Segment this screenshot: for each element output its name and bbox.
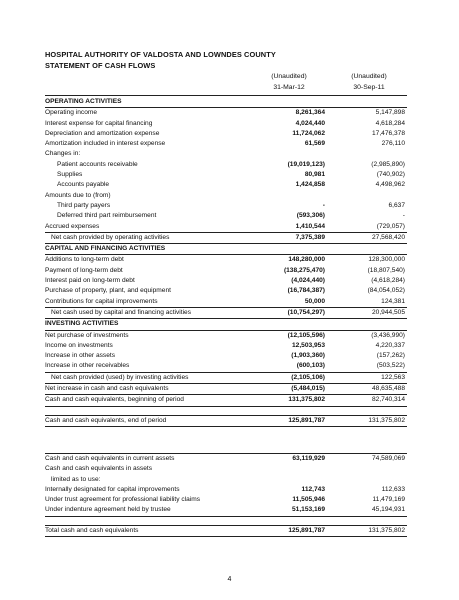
table-row xyxy=(45,201,407,211)
value-prior: (729,057) xyxy=(376,222,405,230)
spacer xyxy=(45,427,407,440)
value-prior: 6,637 xyxy=(388,201,405,209)
value-current: (5,484,015) xyxy=(291,385,325,393)
value-prior: (157,262) xyxy=(376,352,405,360)
col1-date: 31-Mar-12 xyxy=(273,84,305,91)
row-label: Cash and cash equivalents, end of period xyxy=(45,416,167,424)
row-label: Increase in other assets xyxy=(45,352,116,360)
row-label: Net increase in cash and cash equivalents xyxy=(45,385,169,393)
value-prior: 48,635,488 xyxy=(371,385,405,393)
value-prior: (3,436,990) xyxy=(371,331,405,339)
row-label: Depreciation and amortization expense xyxy=(45,129,160,137)
value-prior: (2,985,890) xyxy=(371,160,405,168)
header-rule xyxy=(45,95,407,96)
row-label: Total cash and cash equivalents xyxy=(45,526,139,534)
table-row xyxy=(45,180,407,190)
table-row xyxy=(45,297,407,308)
table-row-section-capital xyxy=(45,244,407,255)
value-prior: 122,563 xyxy=(381,373,405,381)
value-prior: 112,633 xyxy=(381,485,405,493)
row-label: Third party payers xyxy=(57,201,111,209)
value-prior: (4,618,284) xyxy=(371,277,405,285)
value-current: (1,903,360) xyxy=(291,352,325,360)
table-row xyxy=(45,129,407,139)
table-row-section-operating xyxy=(45,97,407,108)
value-current: 7,375,389 xyxy=(295,233,325,241)
row-label: Internally designated for capital improvements xyxy=(45,485,180,493)
table-row xyxy=(45,266,407,276)
table-row xyxy=(45,222,407,233)
row-label: Changes in: xyxy=(45,150,81,158)
table-row xyxy=(45,505,407,516)
value-prior: 276,110 xyxy=(381,140,405,148)
table-row xyxy=(45,276,407,286)
value-current: (593,306) xyxy=(296,212,325,220)
value-current: 63,119,929 xyxy=(292,454,325,462)
row-label: Purchase of property, plant, and equipment xyxy=(45,287,171,295)
value-current: 1,410,544 xyxy=(295,222,325,230)
value-current: (12,105,596) xyxy=(287,331,325,339)
value-prior: 11,479,169 xyxy=(372,496,405,504)
row-label: Cash and cash equivalents in current assets xyxy=(45,454,175,462)
table-row xyxy=(45,139,407,149)
value-current: (138,275,470) xyxy=(283,266,325,274)
value-prior: 4,220,337 xyxy=(375,341,405,349)
table-row xyxy=(45,255,407,265)
row-label: Cash and cash equivalents in assets xyxy=(45,465,153,473)
row-label: Amounts due to (from) xyxy=(45,191,111,199)
value-prior: 4,498,962 xyxy=(375,181,405,189)
value-prior: 4,618,284 xyxy=(375,119,405,127)
table-row xyxy=(45,170,407,180)
row-label: limited as to use: xyxy=(51,475,101,483)
section-heading: OPERATING ACTIVITIES xyxy=(45,98,122,105)
value-current: 112,743 xyxy=(301,485,325,493)
row-label: Operating income xyxy=(45,109,98,117)
value-current: 125,891,787 xyxy=(288,526,325,534)
value-prior: (503,522) xyxy=(376,362,405,370)
table-row xyxy=(45,351,407,361)
table-row xyxy=(45,453,407,464)
col2-date: 30-Sep-11 xyxy=(353,84,385,91)
table-row xyxy=(45,286,407,296)
col1-status: (Unaudited) xyxy=(271,73,307,80)
value-current: 125,891,787 xyxy=(288,416,325,424)
table-row-total xyxy=(45,415,407,427)
value-current: 4,024,440 xyxy=(295,119,325,127)
table-row xyxy=(45,395,407,406)
row-label: Increase in other receivables xyxy=(45,362,130,370)
table-row xyxy=(45,331,407,341)
row-label: Net cash provided (used) by investing activities xyxy=(51,373,189,381)
row-label: Interest expense for capital financing xyxy=(45,119,153,127)
col2-status: (Unaudited) xyxy=(351,73,387,80)
value-prior: 124,381 xyxy=(381,297,405,305)
page-number: 4 xyxy=(227,576,232,583)
row-label: Additions to long-term debt xyxy=(45,256,124,264)
row-label: Amortization included in interest expense xyxy=(45,140,166,148)
report-statement-title: STATEMENT OF CASH FLOWS xyxy=(45,61,156,70)
row-label: Payment of long-term debt xyxy=(45,266,123,274)
value-prior: 74,589,069 xyxy=(371,454,405,462)
table-row xyxy=(45,485,407,495)
value-prior: 20,944,505 xyxy=(371,308,405,316)
value-current: (19,019,123) xyxy=(287,160,325,168)
value-current: 11,724,062 xyxy=(292,129,325,137)
value-current: 12,503,953 xyxy=(291,341,325,349)
value-prior: (84,054,052) xyxy=(367,287,405,295)
table-row-section-investing xyxy=(45,319,407,330)
row-label: Cash and cash equivalents, beginning of period xyxy=(45,396,184,404)
value-current: 8,261,364 xyxy=(295,109,325,117)
value-current: (600,103) xyxy=(296,362,325,370)
table-row-subtotal xyxy=(45,308,407,319)
value-prior: - xyxy=(402,212,405,220)
row-label: Under indenture agreement held by trustee xyxy=(45,506,171,514)
row-label: Accounts payable xyxy=(57,181,110,189)
value-current: (2,105,106) xyxy=(291,373,325,381)
value-current: 148,280,000 xyxy=(288,256,325,264)
value-prior: (740,902) xyxy=(376,171,405,179)
table-row xyxy=(45,384,407,395)
table-row xyxy=(45,119,407,129)
section-heading: CAPITAL AND FINANCING ACTIVITIES xyxy=(45,245,166,253)
row-label: Accrued expenses xyxy=(45,222,100,230)
value-prior: 131,375,802 xyxy=(368,416,405,424)
table-row-total xyxy=(45,525,407,537)
table-row-subtotal xyxy=(45,233,407,244)
row-label: Net cash provided by operating activities xyxy=(51,233,170,241)
value-current: 11,505,946 xyxy=(292,496,325,504)
table-row xyxy=(45,341,407,351)
table-row xyxy=(45,211,407,221)
value-current: 1,424,858 xyxy=(295,181,325,189)
value-current: 131,375,802 xyxy=(288,396,325,404)
value-prior: 45,194,931 xyxy=(371,506,405,514)
table-row xyxy=(45,464,407,474)
value-current: (10,754,297) xyxy=(287,308,325,316)
row-label: Supplies xyxy=(57,171,83,179)
cash-flow-table xyxy=(45,97,407,537)
value-prior: 128,300,000 xyxy=(368,256,405,264)
table-row xyxy=(45,149,407,159)
row-label: Deferred third part reimbursement xyxy=(57,212,157,220)
value-prior: 17,476,378 xyxy=(371,129,405,137)
table-row xyxy=(45,495,407,505)
row-label: Under trust agreement for professional liability claims xyxy=(45,496,201,504)
row-label: Patient accounts receivable xyxy=(57,160,138,168)
report-org-title: HOSPITAL AUTHORITY OF VALDOSTA AND LOWNDES COUNTY xyxy=(45,50,276,59)
value-current: 80,981 xyxy=(304,171,325,179)
value-prior: (18,807,540) xyxy=(367,266,405,274)
table-row xyxy=(45,160,407,170)
value-prior: 82,740,314 xyxy=(371,396,405,404)
value-prior: 5,147,898 xyxy=(375,109,405,117)
value-current: 51,153,169 xyxy=(291,506,325,514)
value-prior: 131,375,802 xyxy=(368,526,405,534)
value-current: 50,000 xyxy=(304,297,325,305)
row-label: Income on investments xyxy=(45,341,113,349)
table-row xyxy=(45,361,407,372)
spacer xyxy=(45,517,407,525)
value-current: - xyxy=(322,201,325,209)
section-heading: INVESTING ACTIVITIES xyxy=(45,320,119,328)
value-current: (16,784,387) xyxy=(287,287,325,295)
row-label: Contributions for capital improvements xyxy=(45,297,158,305)
row-label: Interest paid on long-term debt xyxy=(45,277,135,285)
value-prior: 27,568,420 xyxy=(371,233,405,241)
row-label: Net cash used by capital and financing activities xyxy=(51,308,192,316)
value-current: 61,569 xyxy=(304,140,325,148)
table-row-subtotal xyxy=(45,373,407,384)
table-row xyxy=(45,191,407,201)
value-current: (4,024,440) xyxy=(291,277,325,285)
spacer xyxy=(45,407,407,415)
spacer xyxy=(45,440,407,453)
table-row xyxy=(45,108,407,118)
row-label: Net purchase of investments xyxy=(45,331,129,339)
table-row xyxy=(45,475,407,485)
